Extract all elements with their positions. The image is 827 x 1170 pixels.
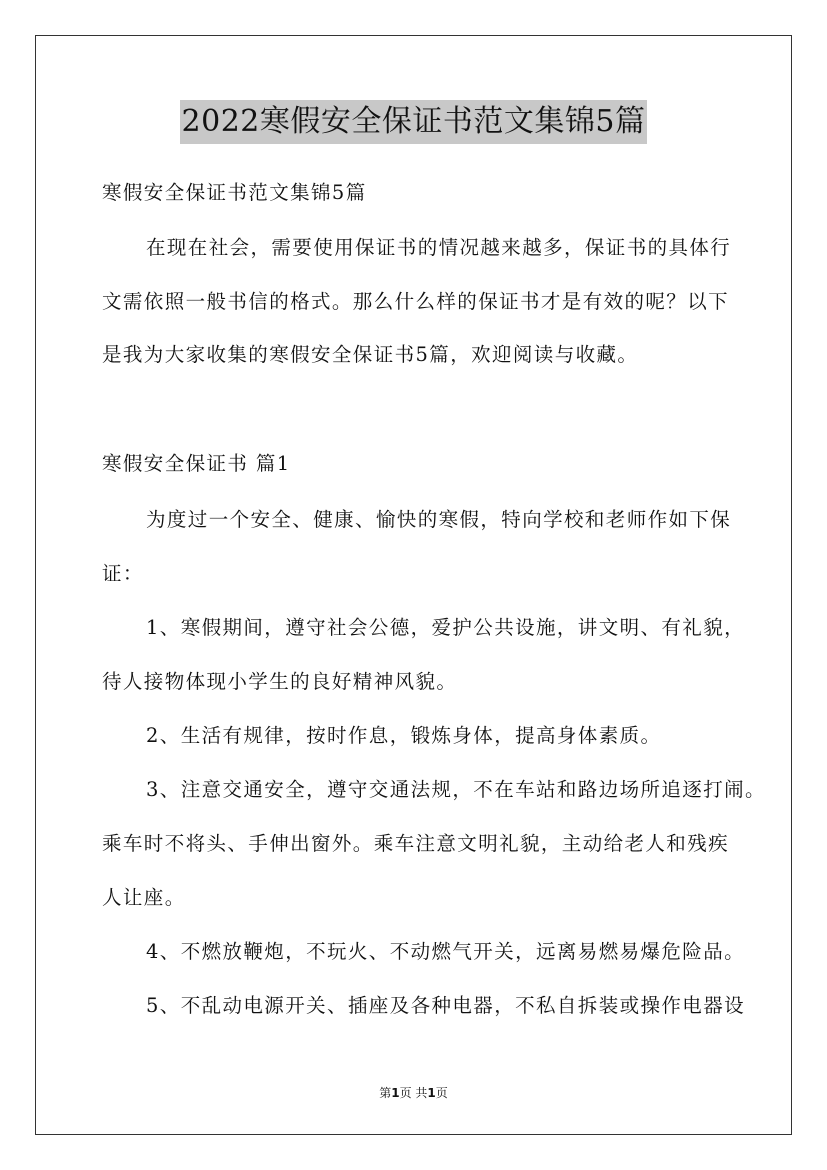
list-item-line: 人让座。 [102,886,186,909]
paragraph-line: 文需依照一般书信的格式。那么什么样的保证书才是有效的呢？以下 [102,290,730,313]
list-item-line: 3、注意交通安全，遵守交通法规，不在车站和路边场所追逐打闹。 [146,778,766,801]
paragraph-line: 为度过一个安全、健康、愉快的寒假，特向学校和老师作如下保 [146,508,732,531]
title-container [0,100,827,144]
footer-label: 页 共 [399,1086,428,1100]
document-title: 2022寒假安全保证书范文集锦5篇 [180,100,648,144]
footer-page-current: 1 [391,1086,400,1100]
paragraph-line: 在现在社会，需要使用保证书的情况越来越多，保证书的具体行 [146,236,732,259]
footer-label: 页 [435,1086,448,1100]
list-item-line: 4、不燃放鞭炮，不玩火、不动燃气开关，远离易燃易爆危险品。 [146,940,746,963]
footer-label: 第 [379,1086,392,1100]
section-heading: 寒假安全保证书 篇1 [102,452,291,475]
list-item-line: 1、寒假期间，遵守社会公德，爱护公共设施，讲文明、有礼貌， [146,616,746,639]
list-item-line: 2、生活有规律，按时作息，锻炼身体，提高身体素质。 [146,724,662,747]
paragraph-line: 是我为大家收集的寒假安全保证书5篇，欢迎阅读与收藏。 [102,343,639,366]
subtitle-line: 寒假安全保证书范文集锦5篇 [102,181,367,204]
list-item-line: 待人接物体现小学生的良好精神风貌。 [102,670,458,693]
list-item-line: 5、不乱动电源开关、插座及各种电器，不私自拆装或操作电器设 [146,994,746,1017]
page-footer [0,1084,827,1101]
footer-page-total: 1 [427,1086,436,1100]
paragraph-line: 证： [102,562,144,585]
list-item-line: 乘车时不将头、手伸出窗外。乘车注意文明礼貌，主动给老人和残疾 [102,832,730,855]
